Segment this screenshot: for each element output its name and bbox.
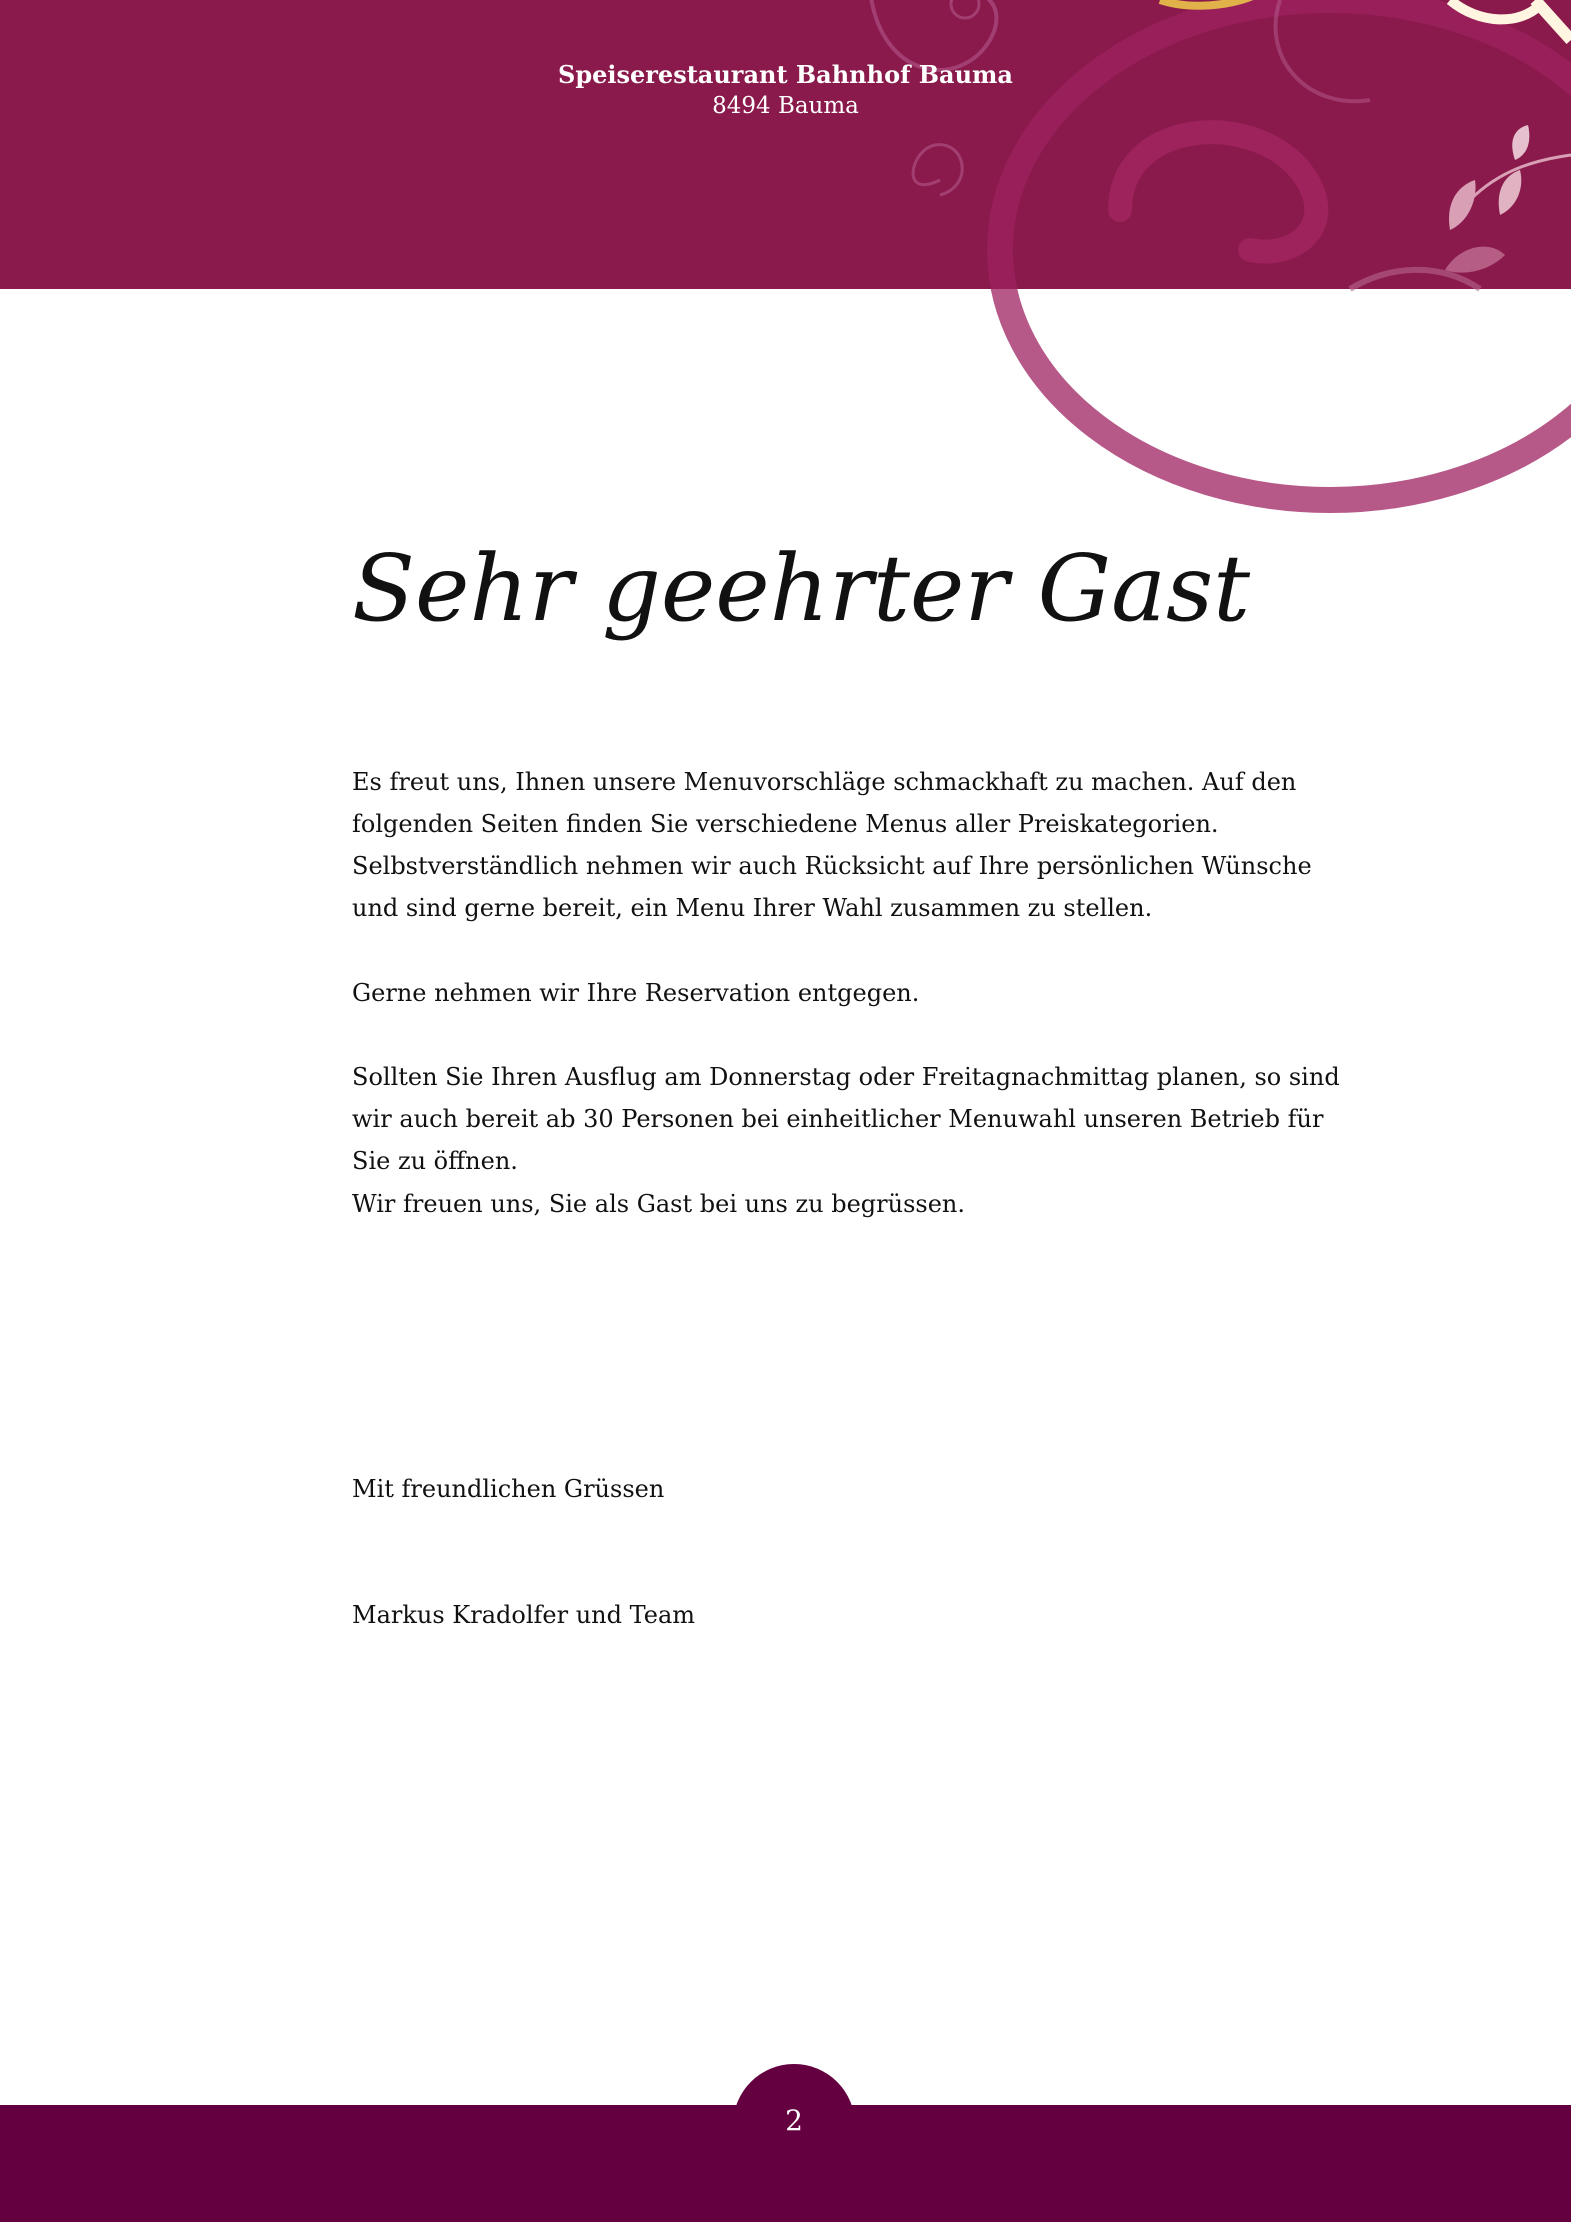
letter-closing: Mit freundlichen Grüssen bbox=[352, 1475, 665, 1503]
letter-signature: Markus Kradolfer und Team bbox=[352, 1601, 696, 1629]
header-banner bbox=[0, 0, 1571, 289]
letter-paragraph-reservation: Gerne nehmen wir Ihre Reservation entgegen. bbox=[352, 979, 920, 1007]
restaurant-address: 8494 Bauma bbox=[712, 93, 859, 119]
salutation-text: Sehr geehrter Gast bbox=[352, 535, 1251, 642]
salutation-heading bbox=[352, 520, 1251, 695]
restaurant-name: Speiserestaurant Bahnhof Bauma bbox=[558, 60, 1013, 89]
letter-paragraph-opening: Sollten Sie Ihren Ausflug am Donnerstag oder Freitagnachmittag planen, so sind wir auch bereit ab 30 Personen bei einheitlicher Menuwahl unseren Betrieb für Sie zu öffnen. bbox=[352, 1063, 1340, 1175]
letter-paragraph-intro: Es freut uns, Ihnen unsere Menuvorschläge schmackhaft zu machen. Auf den folgenden Seiten finden Sie verschiedene Menus aller Preiskategorien. Selbstverständlich nehmen wir auch Rücksicht auf Ihre persönlichen Wünsche und sind gerne bereit, ein Menu Ihrer Wahl zusammen zu stellen. bbox=[352, 768, 1312, 922]
page-number: 2 bbox=[785, 2104, 803, 2137]
letter-paragraph-welcome: Wir freuen uns, Sie als Gast bei uns zu begrüssen. bbox=[352, 1190, 966, 1218]
ornament-swirl-decoration bbox=[0, 0, 1571, 289]
